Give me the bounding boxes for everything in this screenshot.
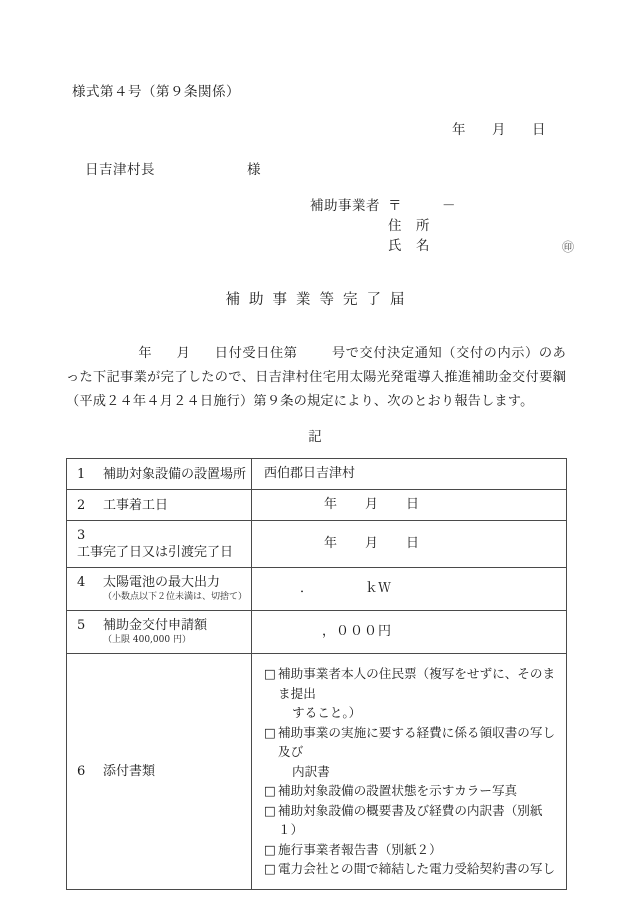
attachment-label: 補助対象設備の設置状態を示すカラー写真 [278, 783, 518, 798]
row-value-cell[interactable] [252, 611, 567, 654]
addressee-name: 日吉津村長 [85, 162, 155, 178]
postal-dash: － [442, 198, 456, 214]
body-receipt-label: 日付受日住第 [214, 346, 298, 361]
list-item[interactable] [264, 723, 556, 782]
row-number: 3 [77, 528, 86, 543]
row-label: 太陽電池の最大出力 [103, 575, 221, 590]
row-label-cell [67, 654, 252, 890]
row-label: 工事完了日又は引渡完了日 [77, 545, 234, 560]
install-location-value: 西伯郡日吉津村 [264, 466, 356, 481]
attachment-label-cont: 内訳書 [292, 763, 330, 779]
start-date-year: 年 [324, 497, 338, 512]
body-line3: ４月２４日施行）第９条の規定により、次のとおり報告します。 [146, 394, 534, 409]
row-note: （小数点以下２位未満は、切捨て） [103, 592, 248, 602]
date-month-label: 月 [492, 122, 506, 138]
row-number: 6 [77, 763, 86, 779]
row-number: 1 [77, 466, 86, 482]
max-output-value [252, 574, 566, 604]
checkbox-icon[interactable]: □ [264, 666, 276, 681]
table-row [67, 568, 567, 611]
row-label: 補助対象設備の設置場所 [103, 466, 247, 482]
list-item[interactable] [264, 859, 556, 879]
report-table [66, 458, 567, 890]
checkbox-icon[interactable]: □ [264, 802, 276, 818]
addressee-honorific: 様 [247, 162, 261, 178]
attachment-label-cont: すること。） [292, 705, 362, 720]
output-unit: ｋＷ [365, 581, 392, 596]
row-label-cell [67, 568, 252, 611]
table-row [67, 490, 567, 521]
addressee [85, 158, 261, 178]
table-row [67, 521, 567, 568]
table-row [67, 654, 567, 890]
completion-date-day: 日 [406, 536, 420, 551]
applicant-name-label: 氏 名 [388, 238, 430, 254]
row-label-cell [67, 490, 252, 521]
row-label-cell [67, 459, 252, 490]
start-date-month: 月 [365, 497, 379, 512]
body-year-label: 年 [138, 346, 153, 361]
document-date-line [452, 118, 546, 138]
list-item[interactable] [264, 840, 556, 860]
seal-icon: ㊞ [562, 239, 575, 254]
form-number: 様式第４号（第９条関係） [72, 84, 240, 100]
row-number: 2 [77, 497, 86, 513]
attachment-label: 補助対象設備の概要書及び経費の内訳書（別紙１） [278, 802, 543, 837]
completion-date-month: 月 [365, 536, 379, 551]
row-value-cell[interactable] [252, 568, 567, 611]
row-label: 補助金交付申請額 [103, 618, 208, 633]
row-value-cell[interactable] [252, 490, 567, 521]
completion-date-value [252, 529, 566, 559]
row-value-cell[interactable] [252, 521, 567, 568]
attachment-label: 補助事業者本人の住民票（複写をせずに、そのまま提出 [278, 666, 556, 701]
completion-date-year: 年 [324, 536, 338, 551]
applicant-postal-row [310, 196, 575, 216]
row-number: 4 [77, 575, 86, 590]
list-item[interactable] [264, 801, 556, 840]
applicant-label: 補助事業者 [310, 198, 380, 214]
row-number: 5 [77, 618, 86, 633]
checkbox-icon[interactable]: □ [264, 861, 276, 876]
table-row [67, 611, 567, 654]
applicant-address-label: 住 所 [388, 218, 430, 234]
postal-mark-icon: 〒 [388, 198, 402, 214]
row-label-cell [67, 521, 252, 568]
list-item[interactable] [264, 781, 556, 801]
list-item[interactable] [264, 664, 556, 723]
body-month-label: 月 [176, 346, 191, 361]
output-decimal-point: ． [300, 581, 314, 596]
checkbox-icon[interactable]: □ [264, 783, 276, 798]
body-paragraph [66, 342, 566, 414]
attachment-label: 電力会社との間で締結した電力受給契約書の写し [278, 861, 556, 876]
row-note: （上限 400,000 円） [103, 635, 191, 645]
page-title: 補助事業等完了届 [225, 292, 414, 308]
applicant-name-row [310, 236, 575, 256]
applicant-block [310, 196, 575, 256]
date-day-label: 日 [532, 122, 546, 138]
body-line2: 記事業が完了したので、日吉津村住宅用太陽光発電導入推進補助金交付要綱（平成２４年 [66, 370, 566, 409]
date-year-label: 年 [452, 122, 466, 138]
row-label-cell [67, 611, 252, 654]
applicant-address-row [310, 216, 575, 236]
row-value-cell [252, 654, 567, 890]
body-line1-suffix: 号で交付決定通知（交付の内示）のあった下 [66, 346, 567, 385]
row-label: 添付書類 [103, 763, 156, 779]
attachment-label: 施行事業者報告書（別紙２） [278, 841, 442, 857]
checkbox-icon[interactable]: □ [264, 724, 276, 740]
subsidy-amount-value: ，０００円 [322, 624, 393, 639]
start-date-day: 日 [406, 497, 420, 512]
ki-marker: 記 [308, 429, 322, 445]
checkbox-icon[interactable]: □ [264, 841, 276, 857]
row-value-cell[interactable] [252, 459, 567, 490]
attachment-label: 補助事業の実施に要する経費に係る領収書の写し及び [278, 724, 556, 759]
start-date-value [252, 490, 566, 520]
table-row [67, 459, 567, 490]
row-label: 工事着工日 [103, 497, 169, 513]
attachment-checklist [252, 654, 566, 889]
